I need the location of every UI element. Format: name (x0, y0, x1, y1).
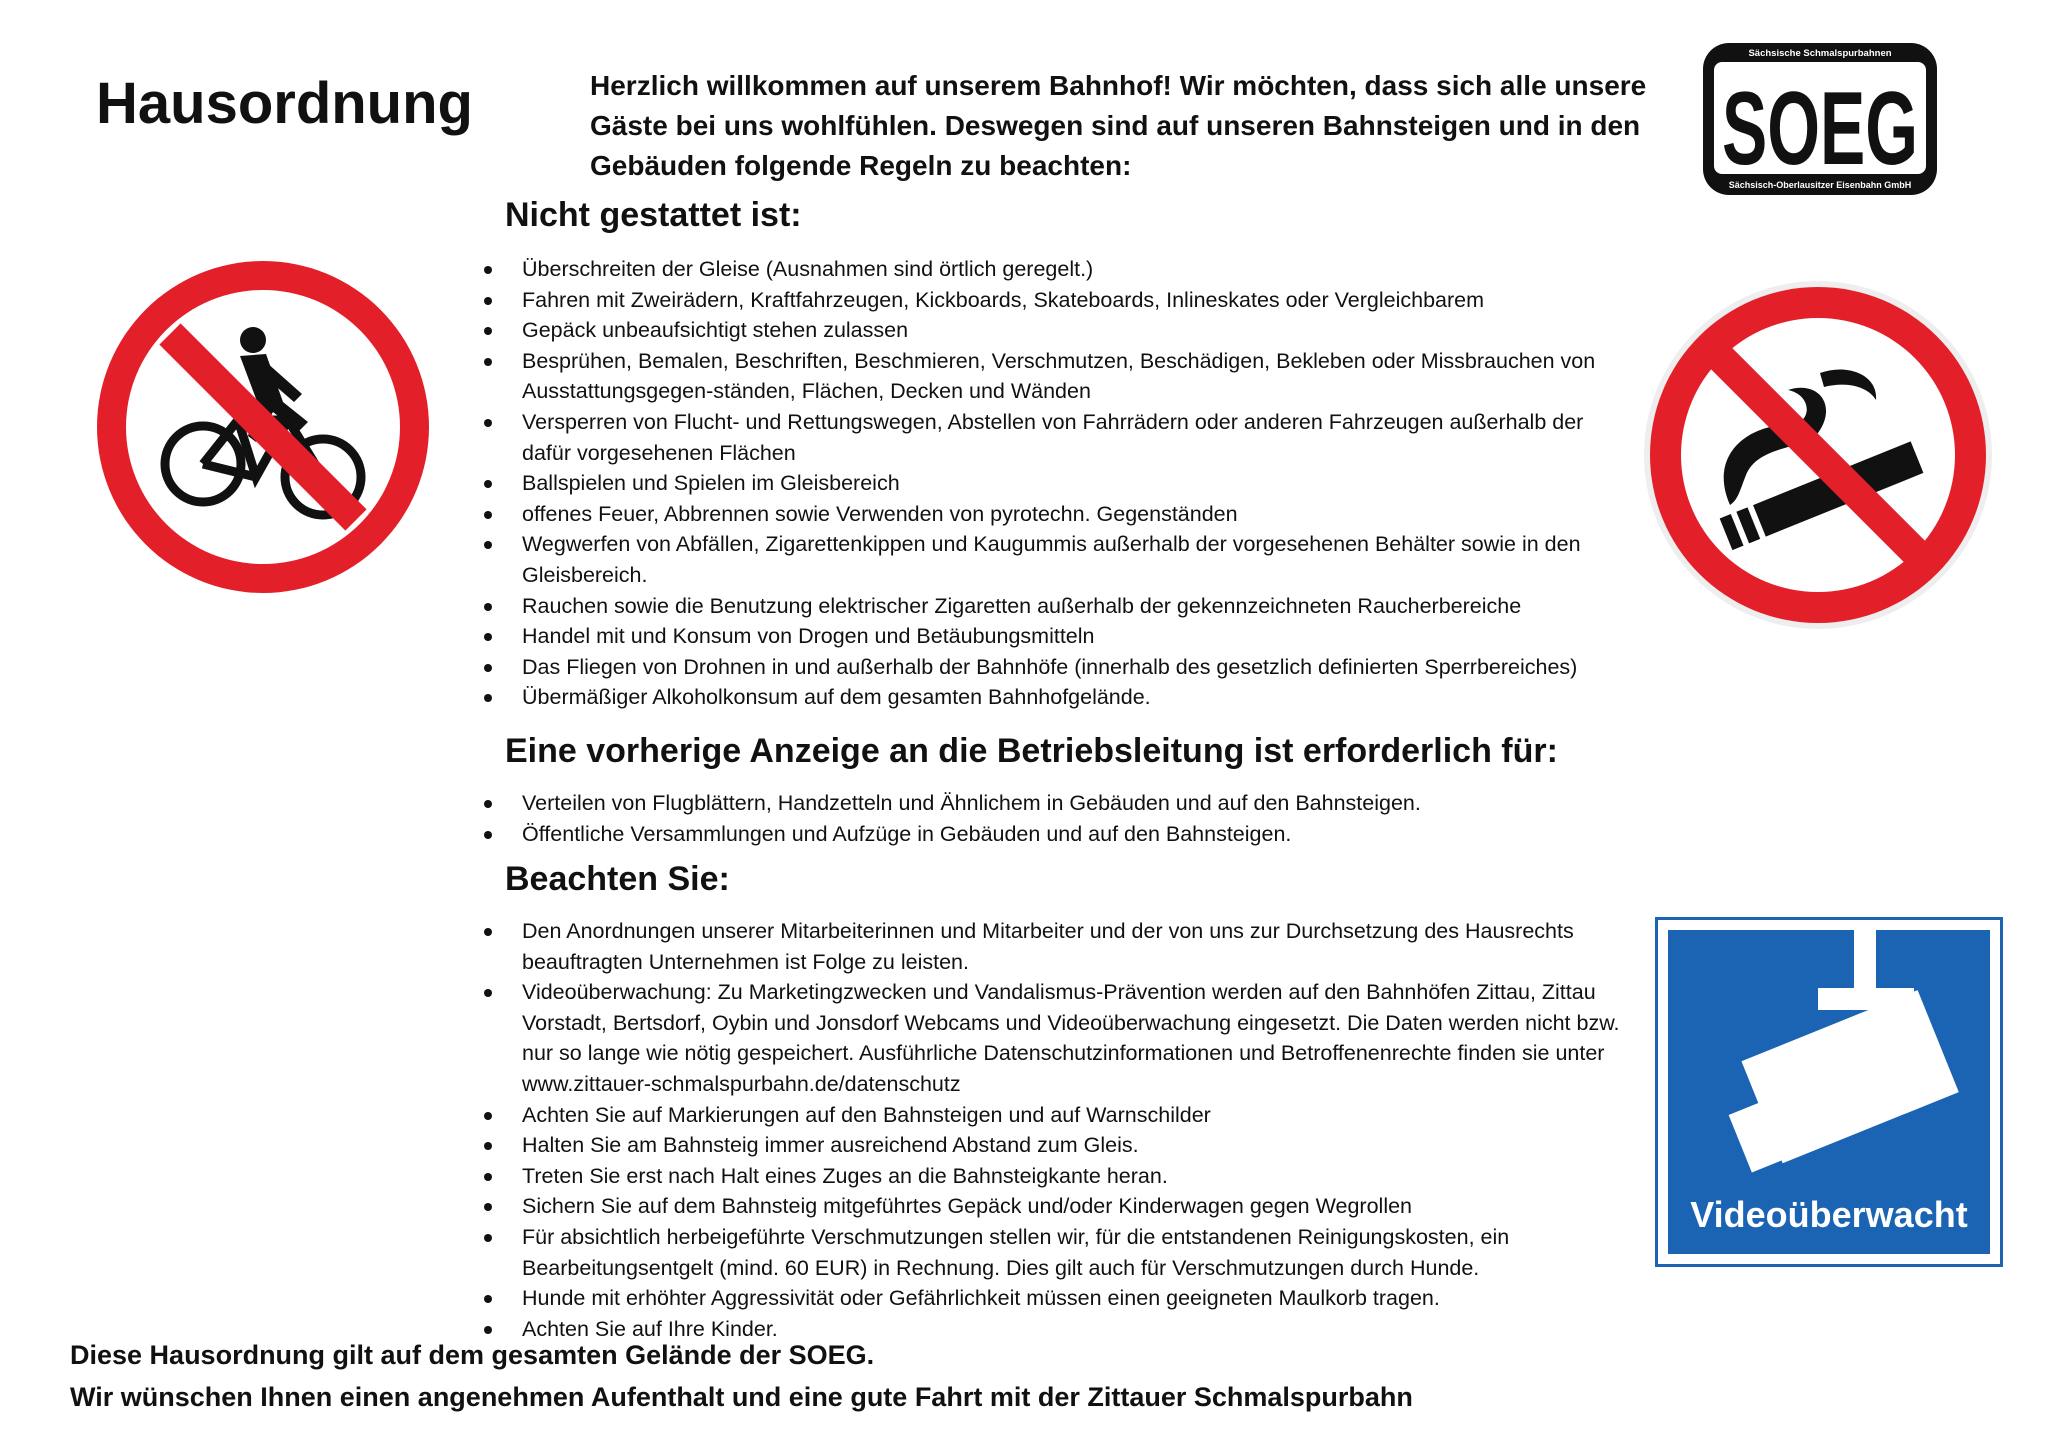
intro-text: Herzlich willkommen auf unserem Bahnhof! Wir möchten, dass sich alle unsere Gäste bei uns wohlfühlen. Deswegen sind auf unseren Bahnsteigen und in den Gebäuden folgende Regeln zu beachten: (590, 70, 1647, 181)
footer-line-1: Diese Hausordnung gilt auf dem gesamten Gelände der SOEG. (70, 1340, 875, 1370)
no-bicycle-icon (88, 252, 438, 602)
list-item: Hunde mit erhöhter Aggressivität oder Gefährlichkeit müssen einen geeigneten Maulkorb tragen. (480, 1283, 1630, 1314)
list-item: Besprühen, Bemalen, Beschriften, Beschmieren, Verschmutzen, Beschädigen, Bekleben oder Missbrauchen von Ausstattungsgegen-ständen, Flächen, Decken und Wänden (480, 346, 1630, 407)
heading-attention: Beachten Sie: (505, 860, 730, 898)
list-item: Handel mit und Konsum von Drogen und Betäubungsmitteln (480, 621, 1630, 652)
logo-bottom-text: Sächsisch-Oberlausitzer Eisenbahn GmbH (1728, 180, 1912, 190)
page-title: Hausordnung (96, 71, 473, 136)
logo-top-text: Sächsische Schmalspurbahnen (1748, 48, 1892, 59)
list-item: Wegwerfen von Abfällen, Zigarettenkippen und Kaugummis außerhalb der vorgesehenen Behälter sowie in den Gleisbereich. (480, 529, 1630, 590)
heading-prohibited: Nicht gestattet ist: (505, 196, 802, 234)
list-item: Achten Sie auf Markierungen auf den Bahnsteigen und auf Warnschilder (480, 1100, 1630, 1131)
video-surveillance-sign (1655, 917, 2003, 1267)
no-smoking-sign (1638, 275, 1998, 635)
list-item: Den Anordnungen unserer Mitarbeiterinnen und Mitarbeiter und der von uns zur Durchsetzung des Hausrechts beauftragten Unternehmen ist Folge zu leisten. (480, 916, 1630, 977)
list-item: Sichern Sie auf dem Bahnsteig mitgeführtes Gepäck und/oder Kinderwagen gegen Wegrollen (480, 1191, 1630, 1222)
list-item: Gepäck unbeaufsichtigt stehen zulassen (480, 315, 1630, 346)
list-item: Das Fliegen von Drohnen in und außerhalb der Bahnhöfe (innerhalb des gesetzlich definierten Sperrbereiches) (480, 652, 1630, 683)
list-notice (480, 788, 1630, 849)
no-smoking-icon (1638, 275, 1998, 635)
list-prohibited (480, 254, 1630, 713)
list-item: Überschreiten der Gleise (Ausnahmen sind örtlich geregelt.) (480, 254, 1630, 285)
soeg-logo (1700, 40, 1940, 198)
list-item: Rauchen sowie die Benutzung elektrischer Zigaretten außerhalb der gekennzeichneten Raucherbereiche (480, 591, 1630, 622)
list-item: Versperren von Flucht- und Rettungswegen, Abstellen von Fahrrädern oder anderen Fahrzeugen außerhalb der dafür vorgesehenen Flächen (480, 407, 1630, 468)
list-item: Verteilen von Flugblättern, Handzetteln und Ähnlichem in Gebäuden und auf den Bahnsteigen. (480, 788, 1630, 819)
logo-name: SOEG (1722, 71, 1918, 187)
list-attention (480, 916, 1630, 1344)
list-item: offenes Feuer, Abbrennen sowie Verwenden von pyrotechn. Gegenständen (480, 499, 1630, 530)
list-item: Achten Sie auf Ihre Kinder. (480, 1314, 1630, 1345)
list-item: Videoüberwachung: Zu Marketingzwecken und Vandalismus-Prävention werden auf den Bahnhöfen Zittau, Zittau Vorstadt, Bertsdorf, Oybin und Jonsdorf Webcams und Videoüberwachung eingesetzt. Die Daten werden nicht bzw. nur so lange wie nötig gespeichert. Ausführliche Datenschutzinformationen und Betroffenenrechte finden sie unter www.zittauer-schmalspurbahn.de/datenschutz (480, 977, 1630, 1099)
list-item: Übermäßiger Alkoholkonsum auf dem gesamten Bahnhofgelände. (480, 682, 1630, 713)
list-item: Fahren mit Zweirädern, Kraftfahrzeugen, Kickboards, Skateboards, Inlineskates oder Vergleichbarem (480, 285, 1630, 316)
video-label: Videoüberwacht (1690, 1194, 1968, 1235)
list-item: Für absichtlich herbeigeführte Verschmutzungen stellen wir, für die entstandenen Reinigungskosten, ein Bearbeitungsentgelt (mind. 60 EUR) in Rechnung. Dies gilt auch für Verschmutzungen durch Hunde. (480, 1222, 1630, 1283)
list-item: Halten Sie am Bahnsteig immer ausreichend Abstand zum Gleis. (480, 1130, 1630, 1161)
list-item: Ballspielen und Spielen im Gleisbereich (480, 468, 1630, 499)
soeg-logo-icon (1700, 40, 1940, 198)
footer-line-2: Wir wünschen Ihnen einen angenehmen Aufenthalt und eine gute Fahrt mit der Zittauer Schmalspurbahn (70, 1382, 1413, 1412)
list-item: Öffentliche Versammlungen und Aufzüge in Gebäuden und auf den Bahnsteigen. (480, 819, 1630, 850)
heading-notice: Eine vorherige Anzeige an die Betriebsleitung ist erforderlich für: (505, 732, 1558, 770)
no-bicycle-sign (88, 252, 438, 602)
list-item: Treten Sie erst nach Halt eines Zuges an die Bahnsteigkante heran. (480, 1161, 1630, 1192)
